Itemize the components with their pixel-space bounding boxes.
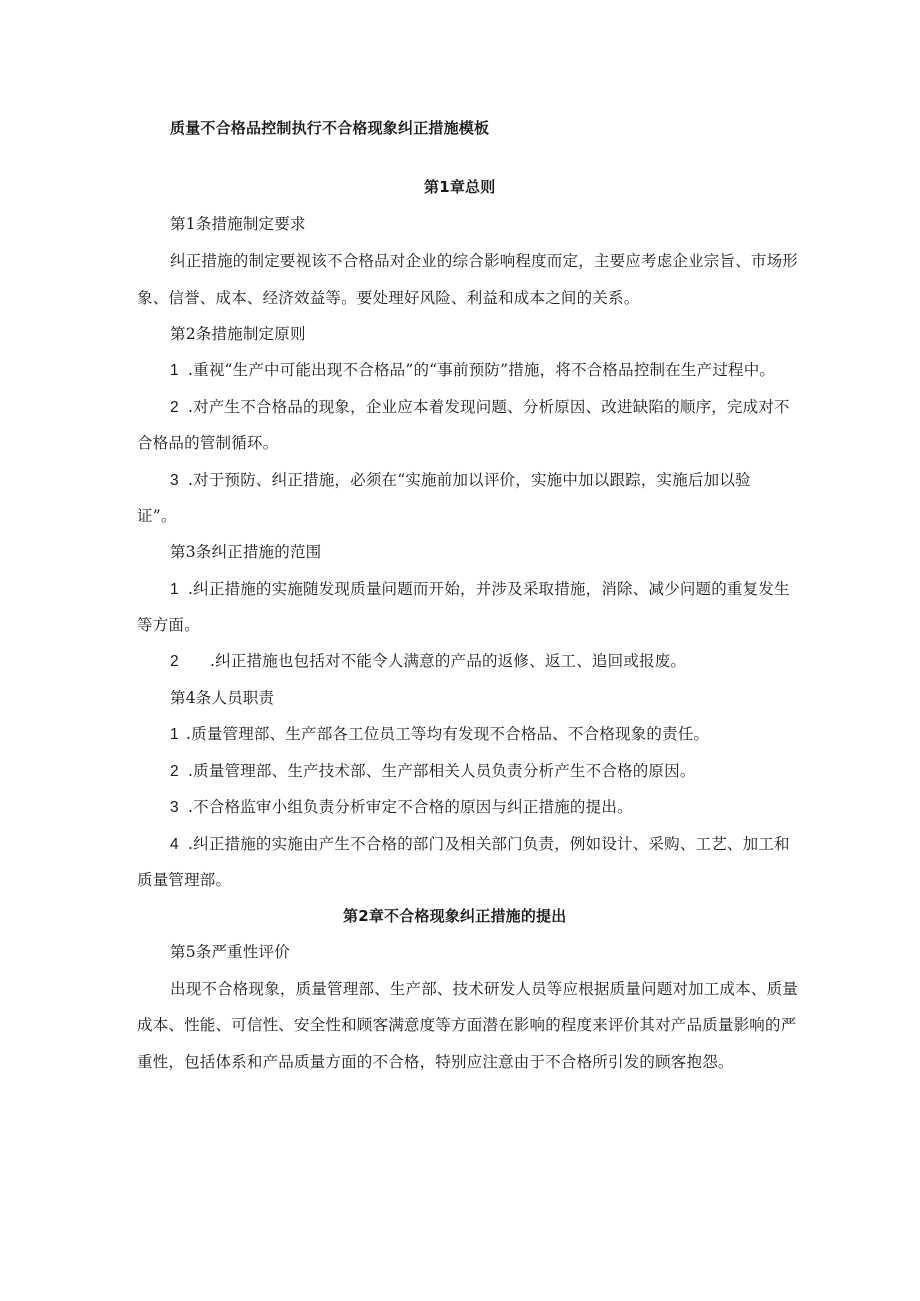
article-5-paragraph-line-2: 成本、性能、可信性、安全性和顾客满意度等方面潜在影响的程度来评价其对产品质量影响的严 [137,1016,797,1034]
item-text: .对于预防、纠正措施，必须在“实施前加以评价，实施中加以跟踪，实施后加以验 [188,471,751,489]
article-5-paragraph-line-1: 出现不合格现象，质量管理部、生产部、技术研发人员等应根据质量问题对加工成本、质量 [170,980,799,998]
item-number: 1 [170,726,179,743]
item-text: .纠正措施也包括对不能令人满意的产品的返修、返工、追回或报废。 [210,652,687,670]
article-2-heading: 第2条措施制定原则 [170,325,306,343]
article-5-heading: 第5条严重性评价 [170,943,290,961]
item-text: .质量管理部、生产部各工位员工等均有发现不合格品、不合格现象的责任。 [186,725,710,743]
item-text: .不合格监审小组负责分析审定不合格的原因与纠正措施的提出。 [188,798,633,816]
article-4-item-4-continuation: 质量管理部。 [137,871,232,889]
article-3-item-1 [170,579,790,600]
item-number: 3 [170,799,179,816]
item-number: 1 [170,581,179,598]
article-4-item-1 [170,724,709,745]
article-4-item-2 [170,761,696,782]
article-1-heading: 第1条措施制定要求 [170,215,306,233]
item-text: .重视“生产中可能出现不合格品”的“事前预防”措施，将不合格品控制在生产过程中。 [188,361,776,379]
article-1-paragraph-line-2: 象、信誉、成本、经济效益等。要处理好风险、利益和成本之间的关系。 [137,289,640,307]
article-5-paragraph-line-3: 重性，包括体系和产品质量方面的不合格，特别应注意由于不合格所引发的顾客抱怨。 [137,1053,734,1071]
item-number: 3 [170,472,179,489]
article-3-item-1-continuation: 等方面。 [137,616,200,634]
item-number: 4 [170,836,179,853]
article-3-item-2 [170,651,686,672]
article-1-paragraph-line-1: 纠正措施的制定要视该不合格品对企业的综合影响程度而定，主要应考虑企业宗旨、市场形 [170,252,799,270]
item-text: .纠正措施的实施由产生不合格的部门及相关部门负责，例如设计、采购、工艺、加工和 [188,835,790,853]
item-text: .对产生不合格品的现象，企业应本着发现问题、分析原因、改进缺陷的顺序，完成对不 [188,398,790,416]
chapter-1-heading: 第1章总则 [424,178,496,196]
item-number: 1 [170,362,179,379]
article-2-item-3 [170,470,751,491]
article-4-item-4 [170,834,790,855]
article-2-item-3-continuation: 证”。 [137,507,177,525]
article-4-item-3 [170,797,633,818]
item-text: .纠正措施的实施随发现质量问题而开始，并涉及采取措施，消除、减少问题的重复发生 [188,580,790,598]
item-number: 2 [170,653,179,670]
article-2-item-1 [170,360,775,381]
document-title: 质量不合格品控制执行不合格现象纠正措施模板 [170,119,490,137]
article-4-heading: 第4条人员职责 [170,689,275,707]
article-2-item-2 [170,397,790,418]
chapter-2-heading: 第2章不合格现象纠正措施的提出 [343,907,567,925]
article-3-heading: 第3条纠正措施的范围 [170,543,322,561]
item-number: 2 [170,399,179,416]
article-2-item-2-continuation: 合格品的管制循环。 [137,434,279,452]
item-number: 2 [170,763,179,780]
item-text: .质量管理部、生产技术部、生产部相关人员负责分析产生不合格的原因。 [188,762,696,780]
